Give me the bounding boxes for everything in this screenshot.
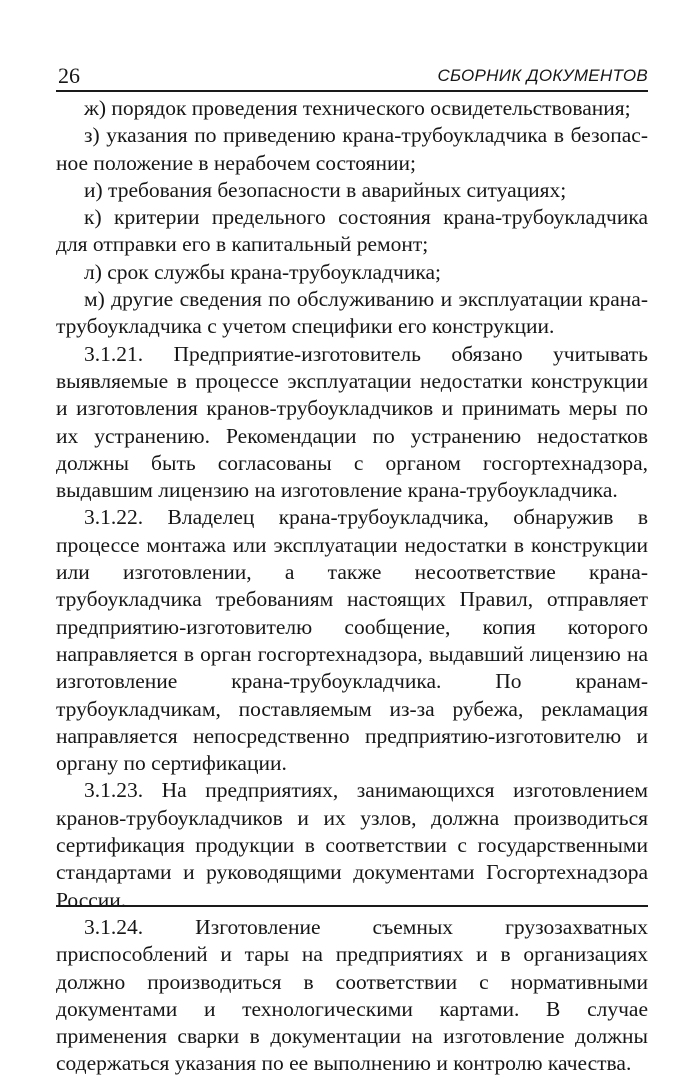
clause-3-1-24: 3.1.24. Изготовление съемных грузозахватных приспособлений и тары на предприятиях и в организациях должно производиться в соответствии с нормативными документами и технологическими картами. В случае применения сварки в документации на изготовление должны содержаться указания по ее выполнению и контролю качества. (56, 914, 648, 1076)
list-item-z: з) указания по приведению крана-трубоукладчика в безопасное положение в нерабочем состоянии; (56, 123, 648, 175)
running-title: СБОРНИК ДОКУМЕНТОВ (437, 66, 648, 85)
page-number: 26 (58, 63, 80, 88)
footer-rule (56, 905, 648, 907)
clause-3-1-22: 3.1.22. Владелец крана-трубоукладчика, обнаружив в процессе монтажа или эксплуатации недостатки в конструкции или изготовлении, а также несоответствие крана-трубоукладчика требованиям настоящих Правил, отправляет предприятию-изготовителю сообщение, копия которого направляется в орган госгортехнадзора, выдавший лицензию на изготовление крана-трубоукладчика. По кранам-трубоукладчикам, поставляемым из-за рубежа, рекламация направляется непосредственно предприятию-изготовителю и органу по сертификации. (56, 505, 648, 776)
list-item-m: м) другие сведения по обслуживанию и эксплуатации крана-трубоукладчика с учетом специфики его конструкции. (56, 287, 648, 339)
list-item-i: и) требования безопасности в аварийных ситуациях; (84, 177, 567, 202)
clause-3-1-21: 3.1.21. Предприятие-изготовитель обязано учитывать выявляемые в процессе эксплуатации недостатки конструкции и изготовления кранов-трубоукладчиков и принимать меры по их устранению. Рекомендации по устранению недостатков должны быть согласованы с органом госгортехнадзора, выдавшим лицензию на изготовление крана-трубоукладчика. (56, 341, 648, 503)
clause-3-1-23: 3.1.23. На предприятиях, занимающихся изготовлением кранов-трубоукладчиков и их узлов, должна производиться сертификация продукции в соответствии с государственными стандартами и руководящими документами Госгортехнадзора России. (56, 778, 648, 912)
body-text (56, 95, 648, 1078)
page-header (56, 62, 648, 92)
list-item-k: к) критерии предельного состояния крана-трубоукладчика для отправки его в капитальный ремонт; (56, 205, 648, 257)
document-page (56, 62, 648, 1078)
list-item-l: л) срок службы крана-трубоукладчика; (84, 259, 441, 284)
list-item-zh: ж) порядок проведения технического освидетельствования; (84, 96, 631, 120)
